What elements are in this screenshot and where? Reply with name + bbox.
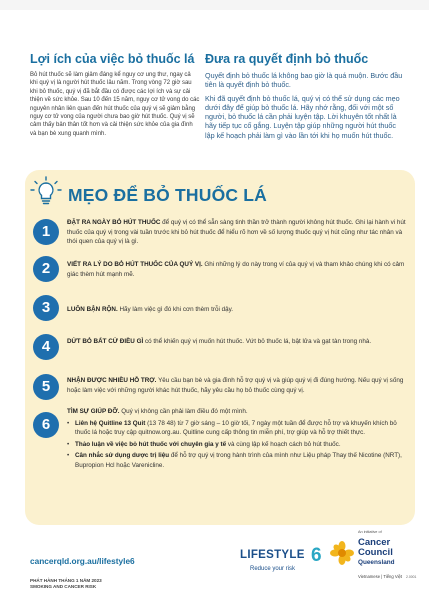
tip-3-lead: LUÔN BẬN RỘN. — [67, 306, 118, 313]
top-strip — [0, 0, 429, 10]
benefits-heading: Lợi ích của việc bỏ thuốc lá — [30, 52, 195, 66]
tip-3 — [67, 305, 407, 315]
language-label: Vietnamese | Tiếng Việt — [358, 574, 402, 579]
tip-1 — [67, 218, 407, 247]
bullet-1-lead: Liên hệ Quitline 13 Quit — [75, 419, 146, 427]
bullet-3-text: để hỗ trợ quý vị trong hành trình của mình như Liệu pháp Thay thế Nicotine (NRT), Bupropion Hcl hoặc Varenicline. — [75, 452, 402, 469]
cancer-council-wordmark — [358, 538, 393, 557]
list-item — [67, 440, 407, 450]
cc-region: Queensland — [358, 559, 395, 566]
tips-title: MẸO ĐỂ BỎ THUỐC LÁ — [68, 185, 268, 205]
bullet-2-lead: Thảo luận về việc bỏ hút thuốc với chuyên gia y tế — [75, 440, 227, 448]
issue-date: PHÁT HÀNH THÁNG 1 NĂM 2023 — [30, 578, 102, 583]
list-item — [67, 419, 407, 438]
tip-2-text: Ghi những lý do này trong ví của quý vị và tham khảo chúng khi có cảm giác thèm hút mạnh mẽ. — [67, 261, 405, 278]
tip-number-2: 2 — [33, 256, 59, 282]
cc-line-2: Council — [358, 546, 393, 558]
cc-line-1: Cancer — [358, 537, 391, 548]
tip-number-3: 3 — [33, 295, 59, 321]
tip-number-5: 5 — [33, 374, 59, 400]
tip-4-text: có thể khiến quý vị muốn hút thuốc. Vứt bỏ thuốc lá, bật lửa và gạt tàn trong nhà. — [143, 338, 372, 345]
list-item — [67, 451, 407, 470]
decision-heading: Đưa ra quyết định bỏ thuốc — [205, 52, 369, 66]
tip-6-text: Quý vị không cần phải làm điều đó một mình. — [119, 408, 248, 415]
daffodil-icon — [328, 540, 356, 566]
lifestyle-tagline: Reduce your risk — [250, 566, 296, 572]
footnote — [30, 578, 102, 591]
benefits-section — [30, 52, 200, 138]
benefits-body: Bỏ hút thuốc sẽ làm giảm đáng kể nguy cơ ung thư, ngay cả khi quý vị là người hút thuốc lâu năm. Trong vòng 72 giờ sau khi bỏ thuốc, quý vị đã bắt đầu có được các lợi ích và sự cải thiện về sức khỏe. Sau 10 đến 15 năm, nguy cơ tử vong do các nguyên nhân liên quan đến hút thuốc của quý vị sẽ giảm bằng nguy cơ tử vong của người chưa bao giờ hút thuốc. Quý vị sẽ cảm thấy bản thân tốt hơn và cải thiện sức khỏe của gia đình và bạn bè xung quanh mình. — [30, 72, 200, 137]
tip-number-4: 4 — [33, 334, 59, 360]
bullet-2-text: và cùng lập kế hoạch cách bỏ hút thuốc. — [226, 440, 341, 448]
decision-para-1: Quyết định bỏ thuốc lá không bao giờ là quá muộn. Bước đầu tiên là quyết định bỏ thuốc. — [205, 71, 403, 90]
decision-para-2: Khi đã quyết định bỏ thuốc lá, quý vị có thể sử dụng các mẹo dưới đây để giúp bỏ thuốc lá. Hãy nhớ rằng, đối với một số người, bỏ thuốc lá cần phải luyện tập. Lời khuyên tốt nhất là hãy tiếp tục cố gắng. Luyện tập giúp những người hút thuốc lập kế hoạch phải làm gì vào lần tới khi họ muốn hút thuốc. — [205, 94, 400, 140]
bullet-3-lead: Cân nhắc sử dụng dược trị liệu — [75, 452, 170, 460]
lifestyle-wordmark: LIFESTYLE — [240, 549, 305, 561]
tip-4-lead: DỨT BỎ BẤT CỨ ĐIỀU GÌ — [67, 338, 144, 345]
initiative-label: An initiative of — [358, 530, 382, 534]
tip-1-lead: ĐẶT RA NGÀY BỎ HÚT THUỐC — [67, 219, 161, 226]
tip-5-lead: NHẬN ĐƯỢC NHIỀU HỖ TRỢ. — [67, 377, 157, 384]
tip-2-lead: VIẾT RA LÝ DO BỎ HÚT THUỐC CỦA QUÝ VỊ. — [67, 261, 203, 268]
topic-label: SMOKING AND CANCER RISK — [30, 584, 97, 590]
document-code: 2.0001 — [406, 575, 417, 579]
tip-2 — [67, 260, 407, 279]
tip-5-text: Yêu cầu bạn bè và gia đình hỗ trợ quý vị và giúp quý vị đi đúng hướng. Nếu quý vị sống hoặc làm việc với những người khác hút thuốc, hãy yêu cầu họ bỏ thuốc cùng quý vị. — [67, 377, 404, 394]
tip-1-text: để quý vị có thể sẵn sàng tinh thần trở thành người không hút thuốc. Ghi lại hành vi hút thuốc của quý vị trong vài tuần trước khi bỏ hút thuốc để hiểu rõ hơn về số lượng thuốc quý vị hút cũng như tác nhân và thói quen của quý vị là gì. — [67, 219, 406, 246]
decision-section — [205, 52, 405, 140]
bullet-1-text: (13 78 48) từ 7 giờ sáng – 10 giờ tối, 7 ngày một tuần để được hỗ trợ và khuyến khích bỏ thuốc lá hoặc truy cập quitnow.org.au. Quitline cung cấp thông tin miễn phí, trợ giúp và hỗ trợ thiết thực. — [75, 419, 397, 437]
tip-number-1: 1 — [33, 219, 59, 245]
lightbulb-icon — [28, 175, 64, 211]
website-link[interactable]: cancerqld.org.au/lifestyle6 — [30, 556, 135, 566]
tip-6-bullets — [67, 419, 407, 471]
tip-5 — [67, 376, 407, 395]
tip-number-6: 6 — [33, 412, 59, 438]
tip-3-text: Hãy làm việc gì đó khi cơn thèm trỗi dậy. — [117, 306, 234, 313]
tip-6 — [67, 407, 407, 471]
lifestyle-six: 6 — [311, 545, 322, 566]
tip-4 — [67, 337, 407, 347]
tip-6-lead: TÌM SỰ GIÚP ĐỠ. — [67, 408, 120, 415]
